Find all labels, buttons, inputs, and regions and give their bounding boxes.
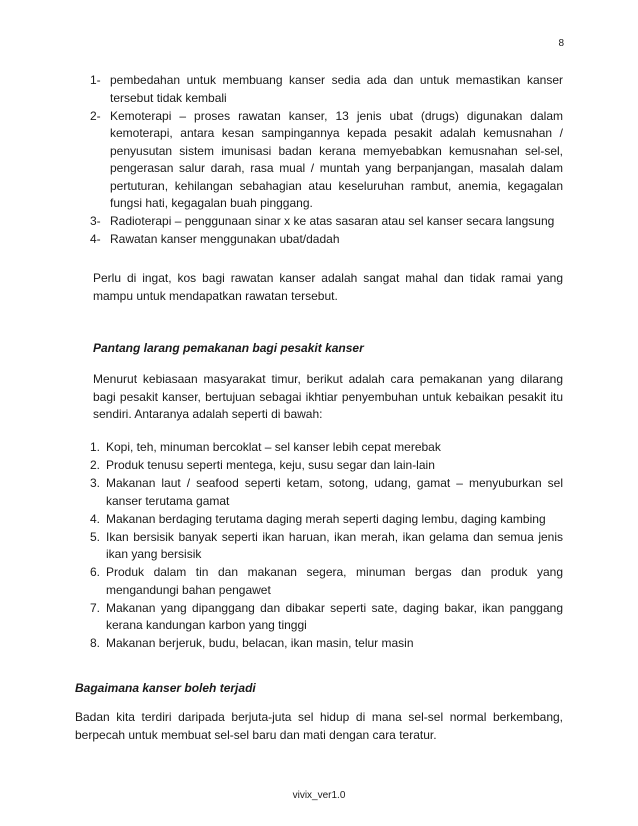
- list-number: 4-: [90, 232, 101, 246]
- list-item: [90, 457, 563, 475]
- list-text: Makanan berdaging terutama daging merah seperti daging lembu, daging kambing: [106, 511, 546, 526]
- list-number: 4.: [90, 511, 101, 526]
- list-text: Rawatan kanser menggunakan ubat/dadah: [110, 232, 340, 246]
- food-list: [90, 439, 563, 653]
- list-number: 1.: [90, 440, 101, 454]
- page-number: 8: [558, 38, 564, 49]
- list-item: [90, 635, 563, 653]
- list-text: Radioterapi – penggunaan sinar x ke atas sasaran atau sel kanser secara langsung: [110, 214, 555, 228]
- list-item: [90, 72, 563, 107]
- list-number: 2-: [90, 108, 101, 123]
- list-item: [90, 231, 563, 249]
- list-text: Produk dalam tin dan makanan segera, minuman bergas dan produk yang mengandungi bahan pengawet: [106, 565, 563, 597]
- list-text: Ikan bersisik banyak seperti ikan haruan, ikan merah, ikan gelama dan semua jenis ikan yang bersisik: [106, 529, 563, 561]
- list-text: pembedahan untuk membuang kanser sedia ada dan untuk memastikan kanser tersebut tidak kembali: [110, 73, 563, 105]
- list-item: [90, 108, 563, 213]
- list-number: 1-: [90, 73, 101, 87]
- list-number: 3.: [90, 476, 101, 490]
- pantang-intro: Menurut kebiasaan masyarakat timur, berikut adalah cara pemakanan yang dilarang bagi pesakit kanser, bertujuan sebagai ikhtiar penyembuhan untuk kebaikan pesakit itu sendiri. Antaranya adalah seperti di bawah:: [93, 372, 563, 421]
- list-text: Kopi, teh, minuman bercoklat – sel kanser lebih cepat merebak: [106, 440, 441, 454]
- list-item: [90, 475, 563, 510]
- list-item: [90, 213, 563, 231]
- list-text: Makanan laut / seafood seperti ketam, sotong, udang, gamat – menyuburkan sel kanser terutama gamat: [106, 476, 563, 508]
- list-item: [90, 600, 563, 635]
- list-text: Makanan yang dipanggang dan dibakar seperti sate, daging bakar, ikan panggang kerana kandungan karbon yang tinggi: [106, 600, 563, 632]
- footer-version: vivix_ver1.0: [292, 790, 346, 801]
- list-item: [90, 511, 563, 529]
- list-text: Kemoterapi – proses rawatan kanser, 13 jenis ubat (drugs) digunakan dalam kemoterapi, antara kesan sampingannya kepada pesakit adalah kemusnahan / penyusutan sistem imunisasi badan kerana memyebabkan kemusnahan sel-sel, pengerasan salur darah, rasa mual / muntah yang berpanjangan, masalah dalam pertuturan, kehilangan sebahagian atau keseluruhan rambut, anemia, kegagalan fungsi hati, kegagalan buah pinggang.: [110, 108, 563, 210]
- list-text: Produk tenusu seperti mentega, keju, susu segar dan lain-lain: [106, 458, 435, 472]
- list-number: 8.: [90, 636, 101, 650]
- list-number: 2.: [90, 458, 101, 472]
- section-heading-kanser: Bagaimana kanser boleh terjadi: [75, 681, 256, 695]
- list-number: 3-: [90, 214, 101, 228]
- section-heading-pantang: Pantang larang pemakanan bagi pesakit kanser: [93, 341, 364, 355]
- list-number: 7.: [90, 600, 101, 615]
- list-number: 6.: [90, 565, 101, 579]
- list-item: [90, 564, 563, 599]
- treatment-list: [90, 72, 563, 249]
- list-text: Makanan berjeruk, budu, belacan, ikan masin, telur masin: [106, 636, 414, 650]
- kanser-body: Badan kita terdiri daripada berjuta-juta sel hidup di mana sel-sel normal berkembang, berpecah untuk membuat sel-sel baru dan mati dengan cara teratur.: [75, 710, 563, 742]
- list-number: 5.: [90, 529, 101, 544]
- cost-note: Perlu di ingat, kos bagi rawatan kanser adalah sangat mahal dan tidak ramai yang mampu untuk mendapatkan rawatan tersebut.: [93, 271, 563, 303]
- list-item: [90, 439, 563, 457]
- list-item: [90, 529, 563, 564]
